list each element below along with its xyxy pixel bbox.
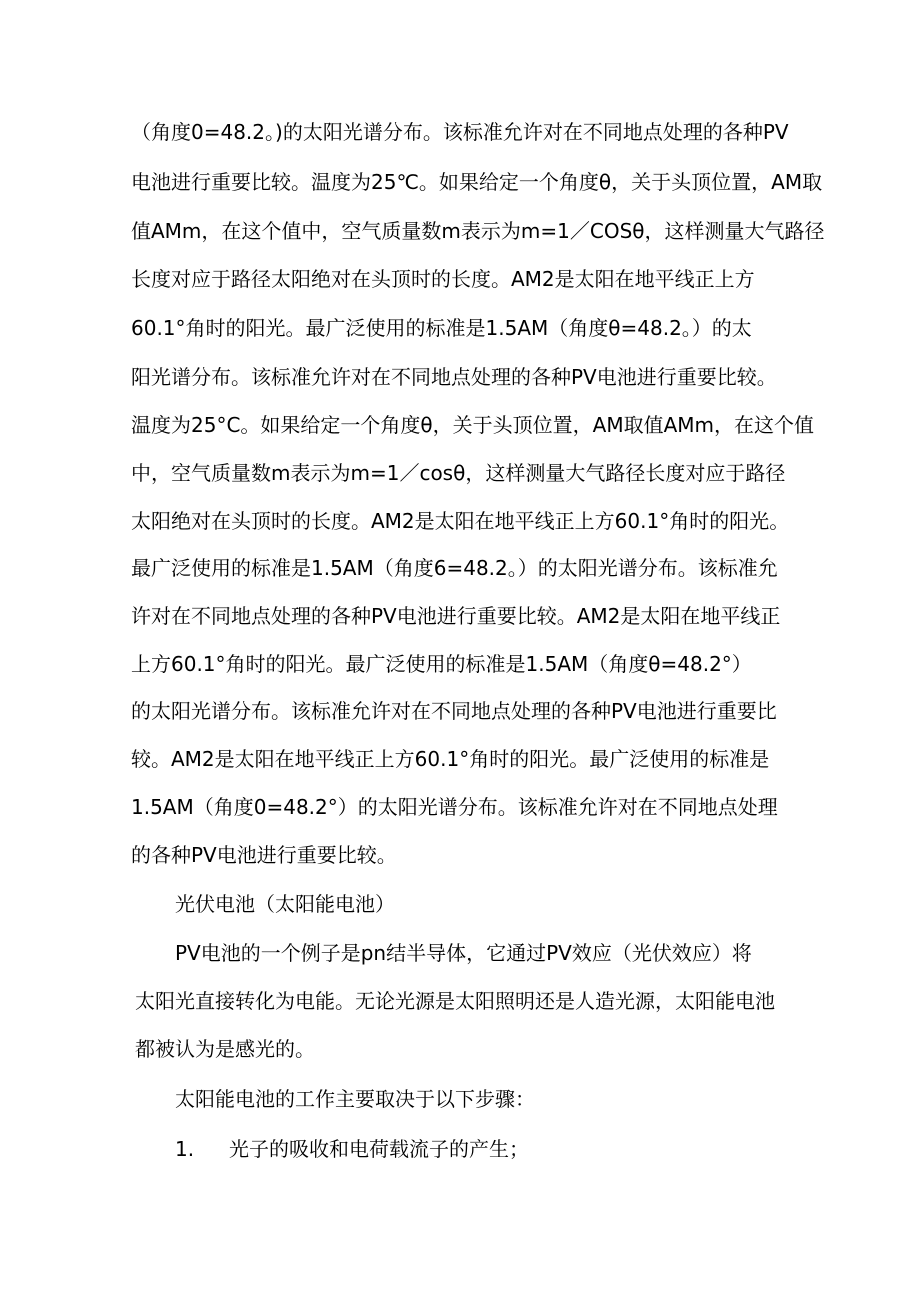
paragraph-line: 许对在不同地点处理的各种PV电池进行重要比较。AM2是太阳在地平线正 [131, 604, 781, 628]
paragraph-line: 较。AM2是太阳在地平线正上方60.1°角时的阳光。最广泛使用的标准是 [131, 747, 770, 771]
paragraph-line: 太阳能电池的工作主要取决于以下步骤： [175, 1087, 535, 1111]
paragraph-line: 60.1°角时的阳光。最广泛使用的标准是1.5AM（角度θ=48.2。）的太 [131, 316, 752, 340]
paragraph-line: 太阳绝对在头顶时的长度。AM2是太阳在地平线正上方60.1°角时的阳光。 [131, 509, 790, 533]
paragraph-line: 1.5AM（角度0=48.2°）的太阳光谱分布。该标准允许对在不同地点处理 [131, 795, 778, 819]
paragraph-line: 电池进行重要比较。温度为25℃。如果给定一个角度θ，关于头顶位置，AM取 [131, 170, 823, 194]
paragraph-line: 太阳光直接转化为电能。无论光源是太阳照明还是人造光源，太阳能电池 [135, 989, 775, 1013]
paragraph-line: 上方60.1°角时的阳光。最广泛使用的标准是1.5AM（角度θ=48.2°） [131, 652, 752, 676]
list-item-text: 光子的吸收和电荷载流子的产生； [229, 1137, 529, 1161]
paragraph-line: PV电池的一个例子是pn结半导体，它通过PV效应（光伏效应）将 [175, 941, 752, 965]
section-heading: 光伏电池（太阳能电池） [175, 892, 395, 916]
paragraph-line: 中，空气质量数m表示为m=1／cosθ，这样测量大气路径长度对应于路径 [131, 461, 786, 485]
paragraph-line: 温度为25°C。如果给定一个角度θ，关于头顶位置，AM取值AMm，在这个值 [131, 413, 815, 437]
paragraph-line: 都被认为是感光的。 [135, 1037, 315, 1061]
paragraph-line: （角度0=48.2。)的太阳光谱分布。该标准允许对在不同地点处理的各种PV [131, 120, 789, 144]
paragraph-line: 最广泛使用的标准是1.5AM（角度6=48.2。）的太阳光谱分布。该标准允 [131, 556, 778, 580]
paragraph-line: 长度对应于路径太阳绝对在头顶时的长度。AM2是太阳在地平线正上方 [131, 267, 755, 291]
paragraph-line: 的太阳光谱分布。该标准允许对在不同地点处理的各种PV电池进行重要比 [131, 699, 777, 723]
paragraph-line: 的各种PV电池进行重要比较。 [131, 843, 397, 867]
paragraph-line: 阳光谱分布。该标准允许对在不同地点处理的各种PV电池进行重要比较。 [131, 365, 777, 389]
list-item-number: 1. [175, 1137, 195, 1161]
paragraph-line: 值AMm，在这个值中，空气质量数m表示为m=1／COSθ，这样测量大气路径 [131, 219, 825, 243]
